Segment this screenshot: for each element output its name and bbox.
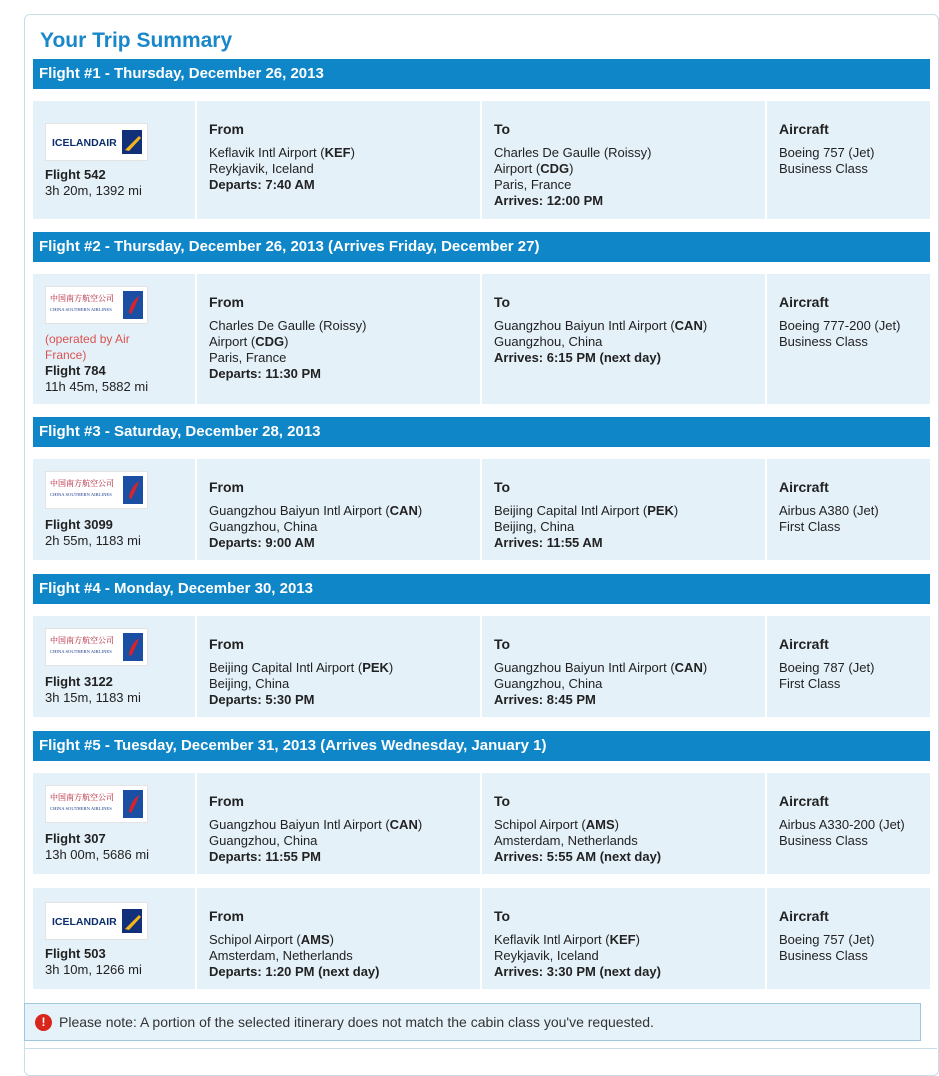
from-label: From xyxy=(209,479,244,495)
cabin-class-notice xyxy=(24,1003,921,1041)
departure-time: Departs: 5:30 PM xyxy=(209,692,315,707)
flight-number: Flight 542 xyxy=(45,167,106,182)
aircraft-cell xyxy=(767,459,930,560)
aircraft-label: Aircraft xyxy=(779,294,829,310)
svg-text:CHINA SOUTHERN AIRLINES: CHINA SOUTHERN AIRLINES xyxy=(50,649,112,654)
to-cell xyxy=(482,101,765,219)
from-cell xyxy=(197,274,480,404)
cabin-class: Business Class xyxy=(779,833,868,848)
to-label: To xyxy=(494,636,511,652)
to-city: Amsterdam, Netherlands xyxy=(494,833,638,848)
airline-cell xyxy=(33,773,195,874)
svg-text:中国南方航空公司: 中国南方航空公司 xyxy=(50,793,114,802)
airline-cell xyxy=(33,888,195,989)
page-title: Your Trip Summary xyxy=(40,29,233,52)
from-airport: Guangzhou Baiyun Intl Airport (CAN) xyxy=(209,503,423,518)
flight-5-segment-2 xyxy=(33,888,930,989)
to-cell xyxy=(482,459,765,560)
aircraft-label: Aircraft xyxy=(779,121,829,137)
to-label: To xyxy=(494,908,511,924)
aircraft-label: Aircraft xyxy=(779,793,829,809)
to-label: To xyxy=(494,793,511,809)
aircraft-cell xyxy=(767,101,930,219)
china-southern-logo xyxy=(45,785,148,823)
from-airport: Schipol Airport (AMS) xyxy=(209,932,334,947)
alert-icon: ! xyxy=(35,1014,52,1031)
departure-time: Departs: 7:40 AM xyxy=(209,177,315,192)
to-airport: Guangzhou Baiyun Intl Airport (CAN) xyxy=(494,318,708,333)
from-cell xyxy=(197,101,480,219)
svg-text:ICELANDAIR: ICELANDAIR xyxy=(52,916,117,928)
flight-3-header: Flight #3 - Saturday, December 28, 2013 xyxy=(33,417,930,447)
from-city: Amsterdam, Netherlands xyxy=(209,948,353,963)
aircraft-type: Boeing 787 (Jet) xyxy=(779,660,875,675)
flight-5-header: Flight #5 - Tuesday, December 31, 2013 (Arrives Wednesday, January 1) xyxy=(33,731,930,761)
from-cell xyxy=(197,888,480,989)
aircraft-cell xyxy=(767,616,930,717)
flight-2-segment-1 xyxy=(33,274,930,404)
aircraft-type: Boeing 777-200 (Jet) xyxy=(779,318,901,333)
from-label: From xyxy=(209,636,244,652)
to-city: Beijing, China xyxy=(494,519,575,534)
from-airport: Keflavik Intl Airport (KEF) xyxy=(209,145,355,160)
operated-by: (operated by Air France) xyxy=(45,332,130,362)
aircraft-cell xyxy=(767,773,930,874)
from-cell xyxy=(197,459,480,560)
flight-5-segment-1 xyxy=(33,773,930,874)
flight-duration: 3h 20m, 1392 mi xyxy=(45,183,142,198)
aircraft-type: Airbus A330-200 (Jet) xyxy=(779,817,905,832)
from-city: Guangzhou, China xyxy=(209,519,318,534)
aircraft-cell xyxy=(767,888,930,989)
svg-text:ICELANDAIR: ICELANDAIR xyxy=(52,137,117,149)
from-airport: Charles De Gaulle (Roissy) xyxy=(209,318,367,333)
airline-cell xyxy=(33,459,195,560)
from-airport: Beijing Capital Intl Airport (PEK) xyxy=(209,660,394,675)
from-label: From xyxy=(209,793,244,809)
to-airport: Guangzhou Baiyun Intl Airport (CAN) xyxy=(494,660,708,675)
airline-cell xyxy=(33,274,195,404)
flight-duration: 11h 45m, 5882 mi xyxy=(45,379,149,394)
to-city: Paris, France xyxy=(494,177,572,192)
from-cell xyxy=(197,616,480,717)
to-cell xyxy=(482,616,765,717)
from-city: Reykjavik, Iceland xyxy=(209,161,314,176)
departure-time: Departs: 1:20 PM (next day) xyxy=(209,964,380,979)
to-airport: Beijing Capital Intl Airport (PEK) xyxy=(494,503,679,518)
arrival-time: Arrives: 3:30 PM (next day) xyxy=(494,964,661,979)
from-airport-cont: Airport (CDG) xyxy=(209,334,289,349)
aircraft-label: Aircraft xyxy=(779,479,829,495)
aircraft-cell xyxy=(767,274,930,404)
to-label: To xyxy=(494,479,511,495)
to-cell xyxy=(482,274,765,404)
from-airport: Guangzhou Baiyun Intl Airport (CAN) xyxy=(209,817,423,832)
to-label: To xyxy=(494,121,511,137)
flight-number: Flight 3122 xyxy=(45,674,113,689)
flight-1-header: Flight #1 - Thursday, December 26, 2013 xyxy=(33,59,930,89)
flight-2-header: Flight #2 - Thursday, December 26, 2013 (Arrives Friday, December 27) xyxy=(33,232,930,262)
to-city: Guangzhou, China xyxy=(494,334,603,349)
arrival-time: Arrives: 5:55 AM (next day) xyxy=(494,849,662,864)
cabin-class: Business Class xyxy=(779,334,868,349)
arrival-time: Arrives: 11:55 AM xyxy=(494,535,603,550)
china-southern-logo xyxy=(45,628,148,666)
flight-number: Flight 784 xyxy=(45,363,106,378)
notice-text: Please note: A portion of the selected itinerary does not match the cabin class you've requested. xyxy=(59,1014,654,1030)
svg-text:中国南方航空公司: 中国南方航空公司 xyxy=(50,636,114,645)
aircraft-type: Boeing 757 (Jet) xyxy=(779,932,875,947)
from-city: Guangzhou, China xyxy=(209,833,318,848)
svg-text:CHINA SOUTHERN AIRLINES: CHINA SOUTHERN AIRLINES xyxy=(50,307,112,312)
flight-4-segment-1 xyxy=(33,616,930,717)
svg-text:CHINA SOUTHERN AIRLINES: CHINA SOUTHERN AIRLINES xyxy=(50,492,112,497)
arrival-time: Arrives: 12:00 PM xyxy=(494,193,604,208)
to-cell xyxy=(482,773,765,874)
svg-text:中国南方航空公司: 中国南方航空公司 xyxy=(50,479,114,488)
from-label: From xyxy=(209,908,244,924)
from-cell xyxy=(197,773,480,874)
aircraft-label: Aircraft xyxy=(779,636,829,652)
airline-cell xyxy=(33,616,195,717)
to-cell xyxy=(482,888,765,989)
airline-cell xyxy=(33,101,195,219)
svg-text:CHINA SOUTHERN AIRLINES: CHINA SOUTHERN AIRLINES xyxy=(50,806,112,811)
flight-4-header: Flight #4 - Monday, December 30, 2013 xyxy=(33,574,930,604)
aircraft-label: Aircraft xyxy=(779,908,829,924)
departure-time: Departs: 9:00 AM xyxy=(209,535,315,550)
from-city: Beijing, China xyxy=(209,676,290,691)
flight-duration: 3h 15m, 1183 mi xyxy=(45,690,141,705)
departure-time: Departs: 11:55 PM xyxy=(209,849,321,864)
flight-number: Flight 503 xyxy=(45,946,106,961)
to-airport: Schipol Airport (AMS) xyxy=(494,817,619,832)
to-airport-cont: Airport (CDG) xyxy=(494,161,574,176)
china-southern-logo xyxy=(45,471,148,509)
arrival-time: Arrives: 8:45 PM xyxy=(494,692,596,707)
flight-number: Flight 3099 xyxy=(45,517,113,532)
aircraft-type: Boeing 757 (Jet) xyxy=(779,145,875,160)
arrival-time: Arrives: 6:15 PM (next day) xyxy=(494,350,661,365)
aircraft-type: Airbus A380 (Jet) xyxy=(779,503,879,518)
to-airport: Keflavik Intl Airport (KEF) xyxy=(494,932,640,947)
cabin-class: First Class xyxy=(779,676,841,691)
to-city: Guangzhou, China xyxy=(494,676,603,691)
from-label: From xyxy=(209,121,244,137)
from-city: Paris, France xyxy=(209,350,287,365)
china-southern-logo xyxy=(45,286,148,324)
icelandair-logo xyxy=(45,902,148,940)
cabin-class: Business Class xyxy=(779,948,868,963)
flight-number: Flight 307 xyxy=(45,831,106,846)
flight-3-segment-1 xyxy=(33,459,930,560)
icelandair-logo xyxy=(45,123,148,161)
to-label: To xyxy=(494,294,511,310)
flight-duration: 3h 10m, 1266 mi xyxy=(45,962,142,977)
flight-1-segment-1 xyxy=(33,101,930,219)
to-airport: Charles De Gaulle (Roissy) xyxy=(494,145,652,160)
from-label: From xyxy=(209,294,244,310)
svg-text:中国南方航空公司: 中国南方航空公司 xyxy=(50,294,114,303)
departure-time: Departs: 11:30 PM xyxy=(209,366,321,381)
cabin-class: Business Class xyxy=(779,161,868,176)
flight-duration: 13h 00m, 5686 mi xyxy=(45,847,150,862)
cabin-class: First Class xyxy=(779,519,841,534)
flight-duration: 2h 55m, 1183 mi xyxy=(45,533,141,548)
to-city: Reykjavik, Iceland xyxy=(494,948,599,963)
